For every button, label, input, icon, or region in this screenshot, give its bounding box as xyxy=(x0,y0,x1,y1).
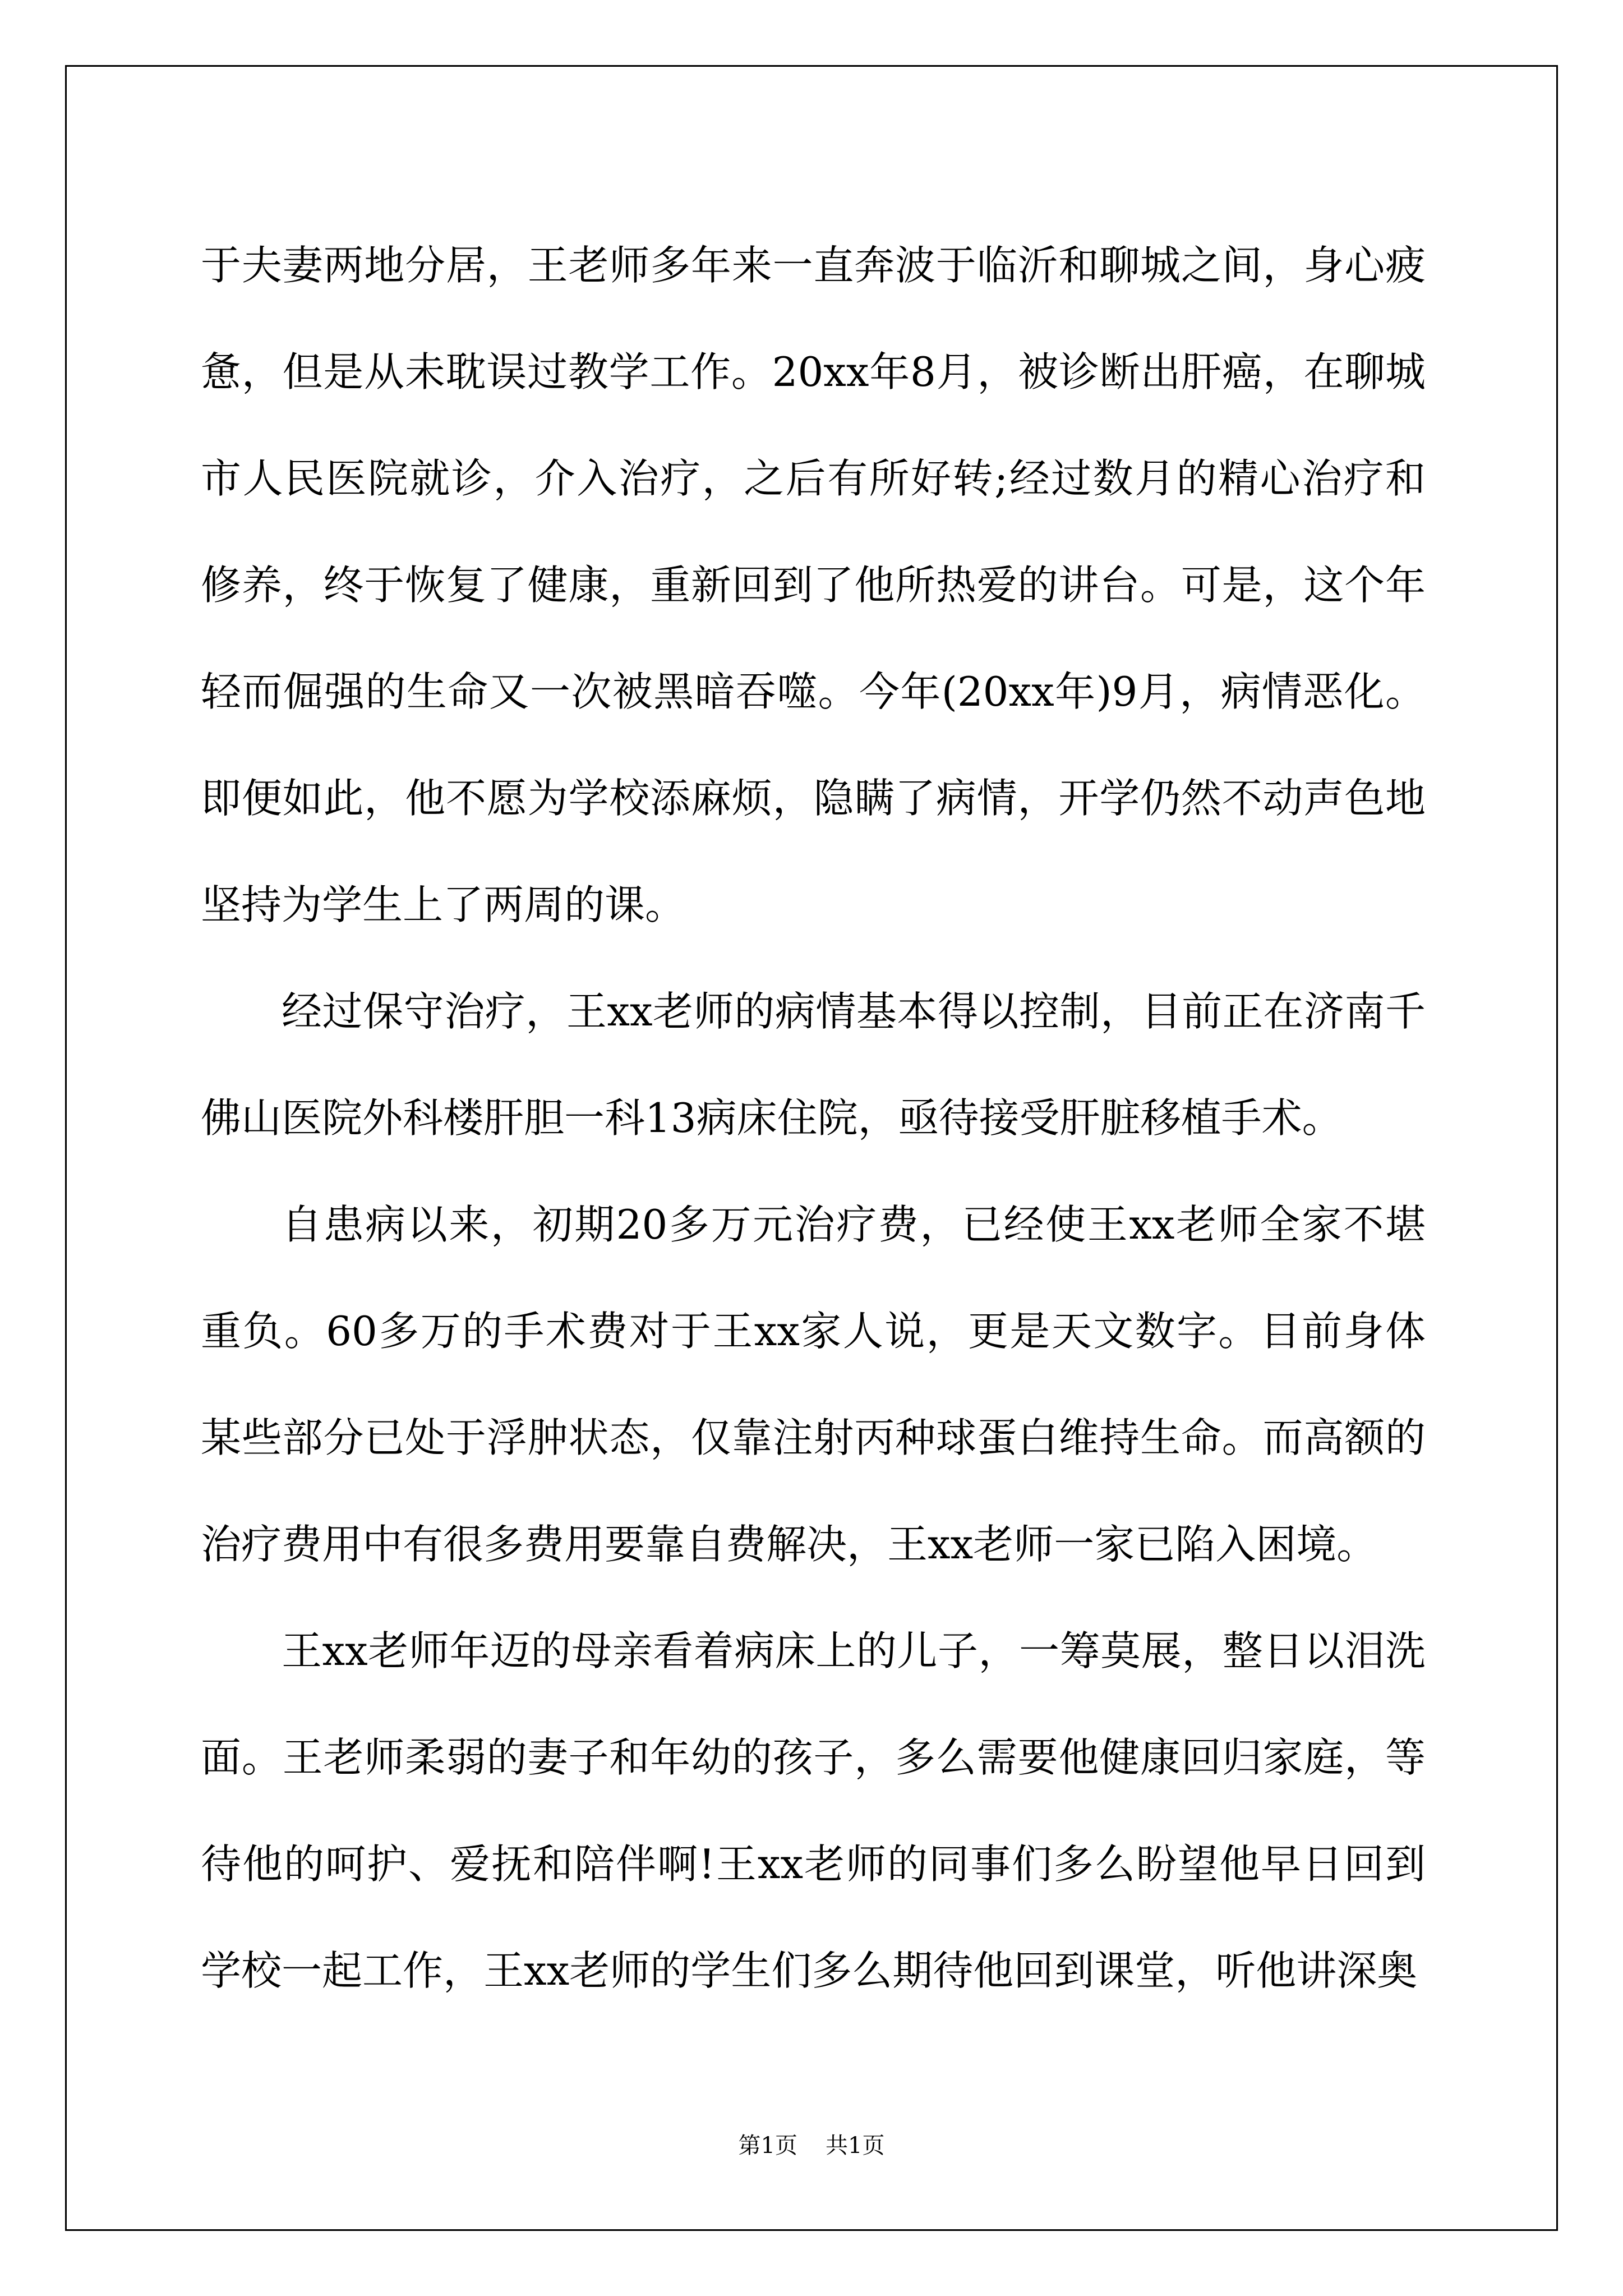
page-total: 共1页 xyxy=(826,2133,885,2159)
page-number: 第1页 xyxy=(738,2133,797,2159)
document-body xyxy=(201,212,1426,2024)
paragraph-2: 经过保守治疗，王xx老师的病情基本得以控制，目前正在济南千佛山医院外科楼肝胆一科13病床住院，亟待接受肝脏移植手术。 xyxy=(201,988,1426,1142)
paragraph-1: 于夫妻两地分居，王老师多年来一直奔波于临沂和聊城之间，身心疲惫，但是从未耽误过教学工作。20xx年8月，被诊断出肝癌，在聊城市人民医院就诊，介入治疗，之后有所好转;经过数月的精心治疗和修养，终于恢复了健康，重新回到了他所热爱的讲台。可是，这个年轻而倔强的生命又一次被黑暗吞噬。今年(20xx年)9月，病情恶化。即便如此，他不愿为学校添麻烦，隐瞒了病情，开学仍然不动声色地坚持为学生上了两周的课。 xyxy=(201,242,1426,928)
paragraph-3: 自患病以来，初期20多万元治疗费，已经使王xx老师全家不堪重负。60多万的手术费对于王xx家人说，更是天文数字。目前身体某些部分已处于浮肿状态，仅靠注射丙种球蛋白维持生命。而高额的治疗费用中有很多费用要靠自费解决，王xx老师一家已陷入困境。 xyxy=(201,1201,1426,1568)
paragraph-4: 王xx老师年迈的母亲看着病床上的儿子，一筹莫展，整日以泪洗面。王老师柔弱的妻子和年幼的孩子，多么需要他健康回归家庭，等待他的呵护、爱抚和陪伴啊!王xx老师的同事们多么盼望他早日回到学校一起工作，王xx老师的学生们多么期待他回到课堂，听他讲深奥 xyxy=(201,1627,1426,1994)
page-footer xyxy=(0,2129,1623,2162)
